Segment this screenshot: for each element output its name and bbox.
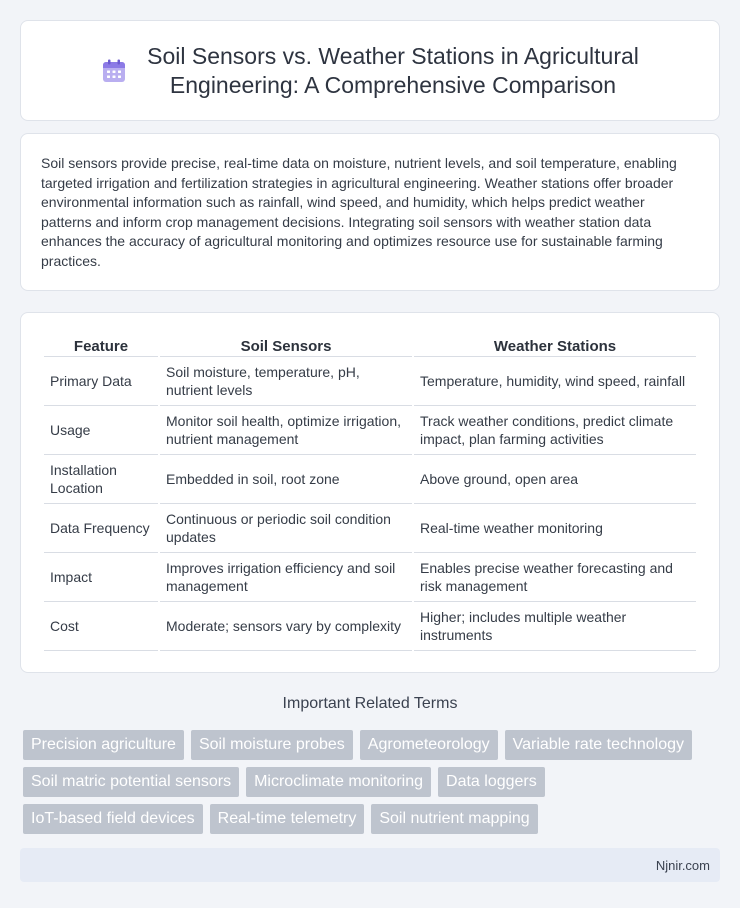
cell-soil: Embedded in soil, root zone [160, 455, 412, 504]
table-row [44, 504, 696, 553]
term-tag[interactable]: Microclimate monitoring [246, 767, 431, 797]
term-tag[interactable]: Real-time telemetry [210, 804, 365, 834]
term-tag[interactable]: Soil moisture probes [191, 730, 353, 760]
cell-soil: Improves irrigation efficiency and soil management [160, 553, 412, 602]
cell-feature: Impact [44, 553, 158, 602]
cell-soil: Continuous or periodic soil condition updates [160, 504, 412, 553]
term-tag[interactable]: Soil nutrient mapping [371, 804, 537, 834]
page-title-line-2: Engineering: A Comprehensive Comparison [169, 71, 617, 98]
term-tag[interactable]: Soil matric potential sensors [23, 767, 239, 797]
footer-site-link[interactable]: Njnir.com [655, 857, 710, 873]
related-terms-list [20, 730, 720, 834]
term-tag[interactable]: Variable rate technology [505, 730, 692, 760]
cell-feature: Data Frequency [44, 504, 158, 553]
cell-weather: Track weather conditions, predict climate impact, plan farming activities [414, 406, 696, 455]
cell-soil: Moderate; sensors vary by complexity [160, 602, 412, 651]
footer [20, 848, 720, 882]
title-wrap [101, 42, 639, 100]
cell-weather: Real-time weather monitoring [414, 504, 696, 553]
summary-card [20, 133, 720, 291]
header-feature: Feature [44, 333, 158, 357]
table-row [44, 406, 696, 455]
comparison-table-card [20, 312, 720, 673]
table-row [44, 602, 696, 651]
table-header-row [44, 333, 696, 357]
cell-weather: Temperature, humidity, wind speed, rainfall [414, 357, 696, 406]
page-title-line-1: Soil Sensors vs. Weather Stations in Agricultural [147, 42, 639, 69]
cell-feature: Primary Data [44, 357, 158, 406]
title-card [20, 20, 720, 121]
term-tag[interactable]: IoT-based field devices [23, 804, 203, 834]
related-terms-heading: Important Related Terms [282, 695, 458, 712]
table-row [44, 553, 696, 602]
cell-weather: Higher; includes multiple weather instruments [414, 602, 696, 651]
cell-weather: Above ground, open area [414, 455, 696, 504]
table-row [44, 357, 696, 406]
cell-soil: Monitor soil health, optimize irrigation, nutrient management [160, 406, 412, 455]
term-tag[interactable]: Precision agriculture [23, 730, 184, 760]
cell-soil: Soil moisture, temperature, pH, nutrient levels [160, 357, 412, 406]
cell-weather: Enables precise weather forecasting and risk management [414, 553, 696, 602]
header-soil-sensors: Soil Sensors [160, 333, 412, 357]
term-tag[interactable]: Agrometeorology [360, 730, 498, 760]
cell-feature: Cost [44, 602, 158, 651]
page-title [147, 42, 639, 100]
summary-text: Soil sensors provide precise, real-time data on moisture, nutrient levels, and soil temperature, enabling targeted irrigation and fertilization strategies in agricultural engineering. Weather stations offer broader environmental information such as rainfall, wind speed, and humidity, which helps predict weather patterns and inform crop management decisions. Integrating soil sensors with weather station data enhances the accuracy of agricultural monitoring and optimizes resource use for sustainable farming practices. [41, 155, 677, 269]
comparison-table [42, 333, 698, 651]
cell-feature: Installation Location [44, 455, 158, 504]
table-row [44, 455, 696, 504]
cell-feature: Usage [44, 406, 158, 455]
calendar-icon [101, 58, 127, 84]
header-weather-stations: Weather Stations [414, 333, 696, 357]
term-tag[interactable]: Data loggers [438, 767, 545, 797]
